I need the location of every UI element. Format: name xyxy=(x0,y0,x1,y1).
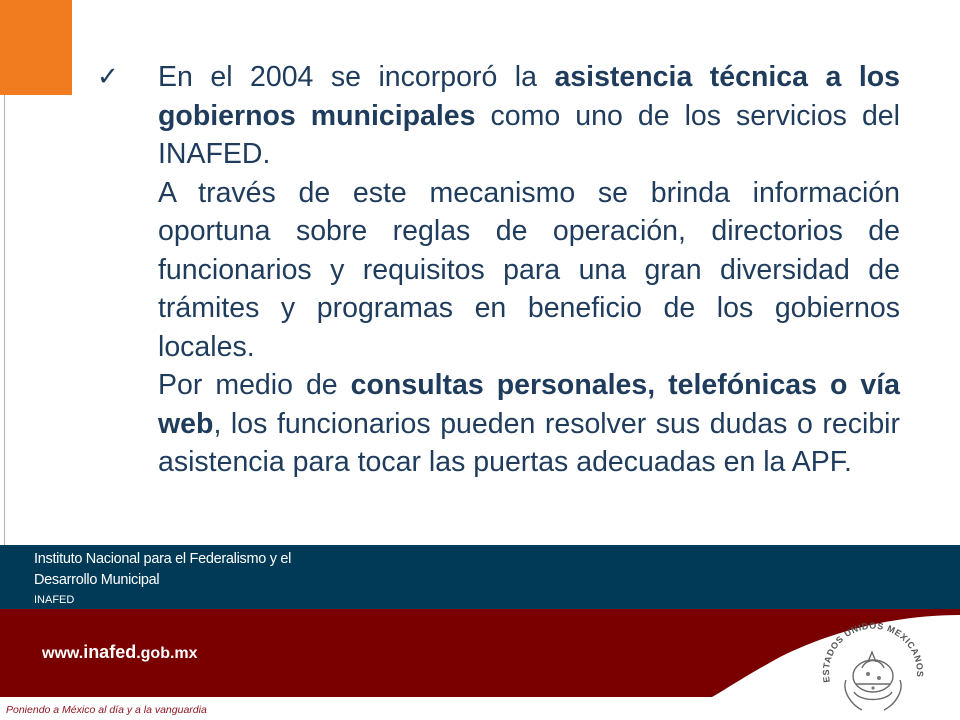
orange-accent-block xyxy=(0,0,72,95)
left-vertical-rule xyxy=(4,95,5,545)
bold-phrase-consultas: consultas personales, telefónicas o vía web xyxy=(158,369,901,440)
paragraph-1: En el 2004 se incorporó la asistencia técnica a los gobiernos municipales como uno de los servicios del INAFED. xyxy=(158,61,900,170)
svg-text:ESTADOS UNIDOS MEXICANOS: ESTADOS UNIDOS MEXICANOS xyxy=(820,620,926,684)
national-seal-icon xyxy=(816,618,928,720)
paragraph-3: Por medio de consultas personales, telefónicas o vía web, los funcionarios pueden resolver sus dudas o recibir asistencia para tocar las puertas adecuadas en la APF. xyxy=(158,369,901,478)
bold-phrase-asistencia: asistencia técnica a los gobiernos municipales xyxy=(158,61,900,132)
checkmark-bullet-icon: ✓ xyxy=(97,62,119,92)
institute-band xyxy=(0,545,960,609)
institute-acronym: INAFED xyxy=(34,594,75,606)
website-link[interactable]: www.inafed.gob.mx xyxy=(42,642,198,662)
slide-body-text xyxy=(158,58,900,482)
paragraph-2: A través de este mecanismo se brinda información oportuna sobre reglas de operación, directorios de funcionarios y requisitos para una gran diversidad de trámites y programas en beneficio de los gobiernos locales. xyxy=(158,176,900,363)
slogan-text: Poniendo a México al día y a la vanguardia xyxy=(6,704,207,716)
institute-name: Instituto Nacional para el Federalismo y el Desarrollo Municipal xyxy=(34,551,292,588)
